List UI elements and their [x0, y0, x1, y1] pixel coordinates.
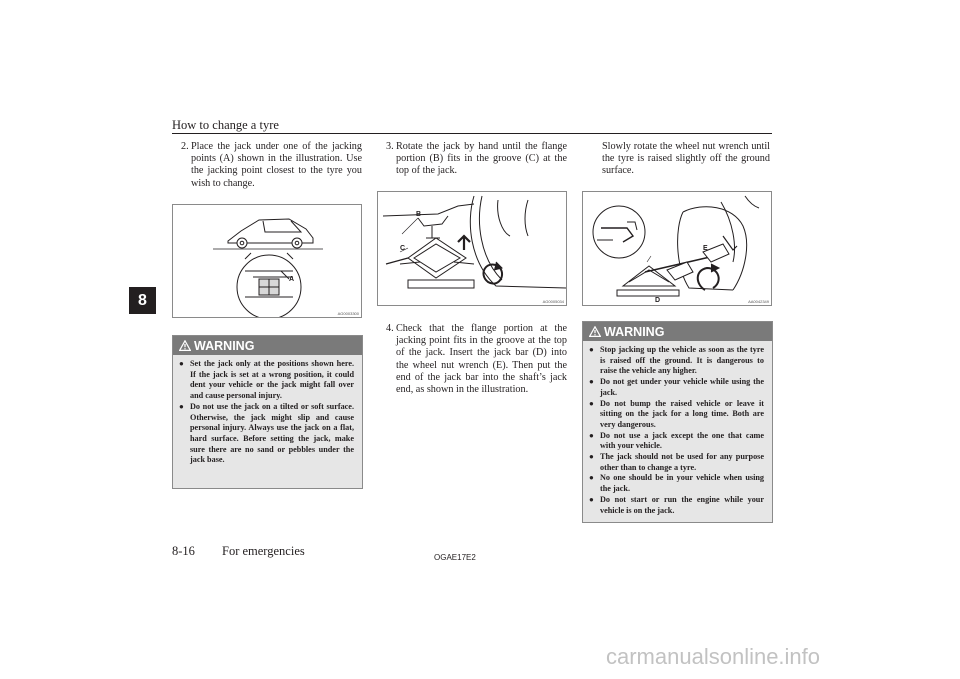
- chapter-tab: 8: [129, 287, 156, 314]
- warning-item: ● Do not start or run the engine while your vehicle is on the jack.: [589, 494, 764, 515]
- warning-body: [583, 341, 772, 522]
- warning-header: [173, 336, 362, 355]
- warning-item: ● Do not use a jack except the one that came with your vehicle.: [589, 430, 764, 451]
- bullet-icon: ●: [589, 494, 594, 504]
- bullet-icon: ●: [179, 401, 184, 411]
- label-d: D: [655, 297, 661, 304]
- label-e: E: [703, 245, 708, 252]
- bullet-icon: ●: [589, 452, 594, 462]
- footer-doc-code: OGAE17E2: [434, 553, 476, 562]
- intro-paragraph: Slowly rotate the wheel nut wrench until the tyre is raised slightly off the ground surface.: [602, 141, 770, 177]
- warning-box-jacking-safety: [582, 321, 773, 523]
- bullet-icon: ●: [179, 359, 184, 368]
- figure-wrench-jack: [582, 191, 772, 306]
- step-text: Place the jack under one of the jacking points (A) shown in the illustration. Use the jacking point closest to the tyre you wish to change.: [191, 141, 362, 189]
- warning-item: ● No one should be in your vehicle when using the jack.: [589, 473, 764, 494]
- warning-header: [583, 322, 772, 341]
- bullet-icon: ●: [589, 430, 594, 440]
- wrench-jack-illustration: [583, 192, 771, 305]
- footer-section: For emergencies: [222, 544, 305, 558]
- figure-jacking-points: [172, 204, 362, 318]
- warning-item: ● Set the jack only at the positions shown here. If the jack is set at a wrong position, it could dent your vehicle or the jack might fall over and cause personal injury.: [179, 359, 354, 401]
- bullet-icon: ●: [589, 345, 594, 354]
- step-2: [181, 141, 362, 190]
- warning-title: WARNING: [604, 324, 665, 339]
- step-4: [386, 323, 567, 396]
- warning-box-jack-position: [172, 335, 363, 489]
- warning-title: WARNING: [194, 338, 255, 353]
- figure-jack-flange: [377, 191, 567, 306]
- watermark: carmanualsonline.info: [606, 644, 821, 669]
- header-rule: [172, 133, 772, 134]
- jack-flange-illustration: [378, 192, 566, 305]
- step-text: Rotate the jack by hand until the flange portion (B) fits in the groove (C) at the top of the jack.: [396, 141, 567, 177]
- page-header-title: How to change a tyre: [172, 118, 279, 132]
- warning-item: ● Do not use the jack on a tilted or soft surface. Otherwise, the jack might slip and cause personal injury. Always use the jack on a flat, hard surface. Before setting the jack, make sure there are no sand or pebbles under the jack base.: [179, 401, 354, 465]
- warning-item: ● Do not get under your vehicle while using the jack.: [589, 377, 764, 397]
- warning-item: ● The jack should not be used for any purpose other than to change a tyre.: [589, 452, 764, 472]
- warning-triangle-icon: [589, 326, 601, 337]
- bullet-icon: ●: [589, 398, 594, 408]
- bullet-icon: ●: [589, 377, 594, 387]
- label-c: C: [400, 245, 406, 252]
- warning-item: ● Stop jacking up the vehicle as soon as the tyre is raised off the ground. It is dangerous to raise the vehicle any higher.: [589, 345, 764, 376]
- jacking-points-illustration: [173, 205, 361, 317]
- label-b: B: [416, 211, 422, 218]
- step-number: 3.: [386, 141, 394, 152]
- figure-code: AA0042349: [748, 299, 769, 304]
- bullet-icon: ●: [589, 473, 594, 483]
- step-number: 4.: [386, 323, 394, 334]
- figure-code: AG0005034: [542, 299, 564, 304]
- warning-triangle-icon: [179, 340, 191, 351]
- step-text: Check that the flange portion at the jacking point fits in the groove at the top of the jack. Insert the jack bar (D) into the wheel nut wrench (E). Then put the end of the jack bar into the shaft’s jack end, as shown in the illustration.: [396, 323, 567, 396]
- step-3: [386, 141, 567, 178]
- warning-item: ● Do not bump the raised vehicle or leave it sitting on the jack for a long time. Both are very dangerous.: [589, 398, 764, 429]
- step-number: 2.: [181, 141, 189, 152]
- warning-body: [173, 355, 362, 472]
- label-a: A: [289, 276, 295, 283]
- figure-code: AG0003300: [337, 311, 359, 316]
- footer-page-number: 8-16: [172, 544, 195, 558]
